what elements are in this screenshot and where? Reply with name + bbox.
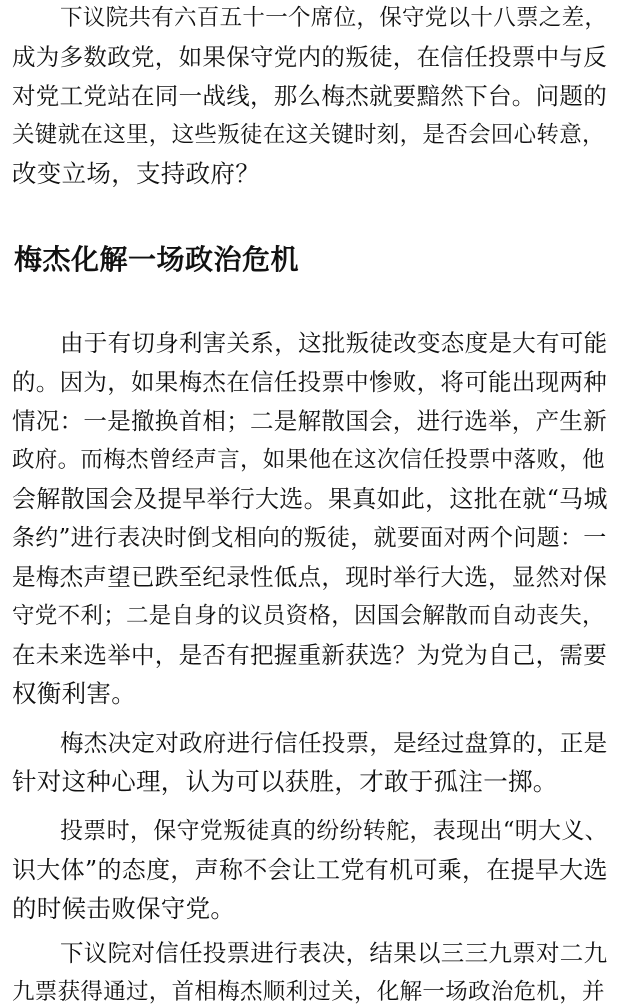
- section-heading: 梅杰化解一场政治危机: [14, 243, 300, 276]
- text-line: 政府。而梅杰曾经声言，如果他在这次信任投票中落败，他: [12, 447, 605, 473]
- text-line: 情况：一是撤换首相；二是解散国会，进行选举，产生新: [12, 407, 607, 435]
- text-line: 权衡利害。: [12, 679, 136, 708]
- text-line: 的。因为，如果梅杰在信任投票中惨败，将可能出现两种: [12, 368, 607, 396]
- text-line: 下议院共有六百五十一个席位，保守党以十八票之差，: [60, 5, 608, 31]
- text-line: 梅杰决定对政府进行信任投票，是经过盘算的，正是: [60, 729, 608, 757]
- text-line: 的时候击败保守党。: [12, 894, 236, 923]
- text-line: 识大体”的态度，声称不会让工党有机可乘，在提早大选: [12, 856, 608, 884]
- text-line: 对党工党站在同一战线，那么梅杰就要黯然下台。问题的: [12, 82, 607, 110]
- text-line: 下议院对信任投票进行表决，结果以三三九票对二九: [60, 939, 608, 967]
- text-line: 在未来选举中，是否有把握重新获选？为党为自己，需要: [12, 641, 607, 669]
- text-line: 改变立场，支持政府？: [12, 159, 260, 188]
- text-line: 是梅杰声望已跌至纪录性低点，现时举行大选，显然对保: [12, 563, 607, 591]
- text-line: 九票获得通过，首相梅杰顺利过关，化解一场政治危机，并: [12, 979, 605, 1005]
- text-line: 针对这种心理，认为可以获胜，才敢于孤注一掷。: [12, 767, 558, 796]
- text-line: 由于有切身利害关系，这批叛徒改变态度是大有可能: [60, 329, 608, 357]
- text-line: 条约”进行表决时倒戈相向的叛徒，就要面对两个问题：一: [12, 525, 607, 551]
- text-line: 成为多数政党，如果保守党内的叛徒，在信任投票中与反: [12, 43, 607, 71]
- text-line: 守党不利；二是自身的议员资格，因国会解散而自动丧失，: [12, 603, 605, 629]
- text-line: 投票时，保守党叛徒真的纷纷转舵，表现出“明大义、: [60, 818, 608, 844]
- text-line: 会解散国会及提早举行大选。果真如此，这批在就“马城: [12, 485, 608, 513]
- text-line: 关键就在这里，这些叛徒在这关键时刻，是否会回心转意，: [12, 122, 605, 148]
